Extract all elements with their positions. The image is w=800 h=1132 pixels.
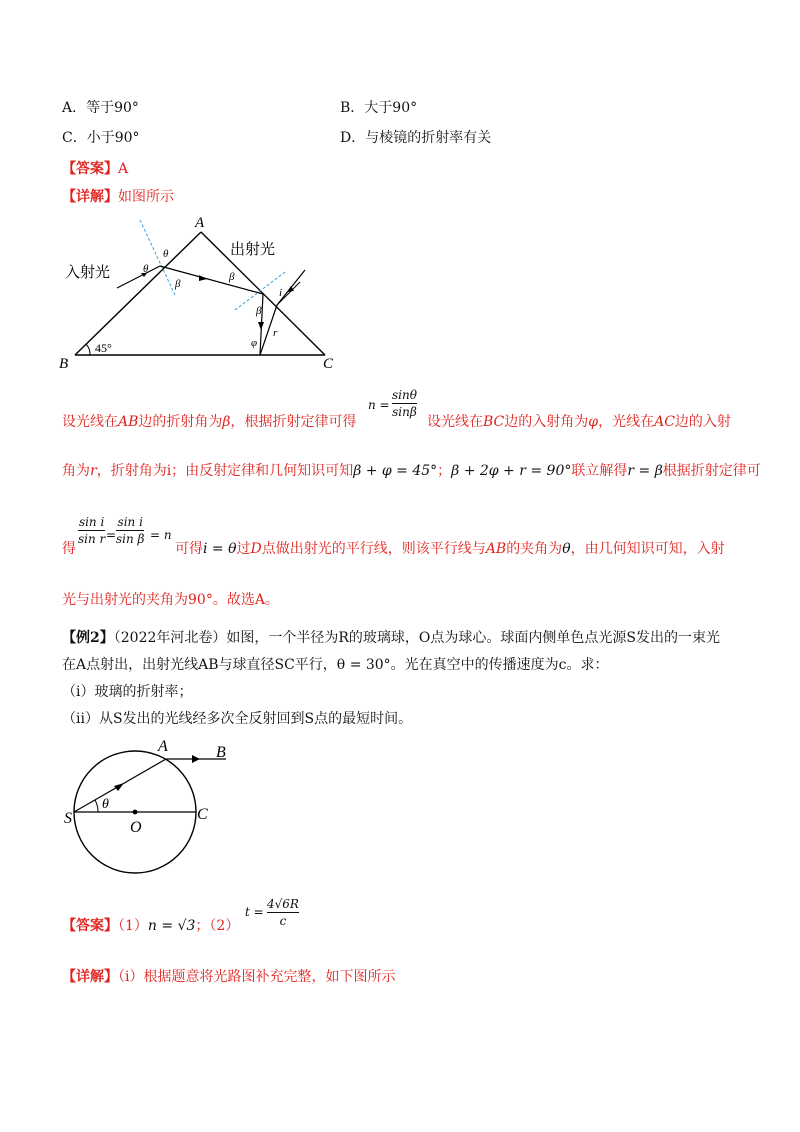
equation: r = β (627, 463, 663, 479)
eq2-frac-1 (78, 515, 105, 546)
text: D (250, 541, 262, 557)
explain-line-1a (62, 413, 357, 431)
label-theta-2: θ (143, 263, 149, 275)
angle-arc-b (86, 344, 90, 355)
detail-line-2 (62, 968, 395, 986)
label-45: 45° (95, 341, 112, 355)
label-a: A (195, 215, 205, 231)
detail-tag: 【详解】 (62, 969, 118, 985)
equation: i = θ (203, 541, 237, 557)
label-b: B (59, 356, 69, 372)
answer-line-1 (62, 160, 128, 178)
text: 设光线在 (427, 414, 483, 430)
equation: θ (562, 541, 571, 557)
center-point (133, 810, 138, 815)
eq2-equals: = (106, 528, 117, 542)
text: 的夹角为 (506, 541, 563, 557)
eq1-lhs: n = (368, 398, 390, 412)
ans2-lhs: t = (245, 905, 264, 919)
eq2-den2: sin β (116, 532, 145, 546)
sub-question-2: （ii）从S发出的光线经多次全反射回到S点的最短时间。 (62, 711, 413, 727)
text: β (222, 414, 231, 430)
text: ，折射角为i；由反射定律和几何知识可知 (96, 463, 354, 479)
option-b: B．大于90° (340, 100, 418, 116)
label-phi: φ (251, 337, 258, 349)
text: 联立解得 (571, 463, 628, 479)
text: AB (485, 541, 507, 557)
fraction-bar (267, 912, 299, 913)
example-tag: 【例2】 (62, 630, 114, 646)
ans2-num: 4√6R (267, 897, 299, 911)
text: 可得 (175, 541, 203, 557)
example-2-stem-2: 在A点射出，出射光线AB与球直径SC平行，θ = 30°。光在真空中的传播速度为c。求： (62, 657, 609, 673)
text: 设光线在 (62, 414, 118, 430)
label-c: C (323, 356, 334, 372)
label-a: A (158, 738, 168, 755)
text: ； (437, 463, 452, 479)
text: 边的入射角为 (504, 414, 589, 430)
text: 根据折射定律可 (662, 463, 761, 479)
explain-line-3-prefix: 得 (62, 541, 76, 557)
label-beta-2: β (229, 271, 235, 283)
explain-line-1b (427, 413, 731, 431)
sphere-figure (58, 735, 258, 885)
label-s: S (64, 810, 72, 827)
explain-line-3 (175, 540, 725, 558)
answer-value: A (118, 161, 129, 177)
label-c: C (197, 806, 208, 823)
ans-part-1: （1） (118, 918, 148, 934)
text: ，光线在 (598, 414, 655, 430)
option-a: A．等于90° (62, 100, 139, 116)
eq1-num: sinθ (392, 388, 417, 402)
eq2-frac-2 (116, 515, 144, 546)
prism-figure (55, 210, 355, 375)
ans-2-formula (245, 897, 299, 928)
label-beta-3: β (256, 305, 262, 317)
label-incident: 入射光 (65, 265, 111, 281)
text: 过 (236, 541, 251, 557)
detail-text: （i）根据题意将光路图补充完整，如下图所示 (118, 969, 396, 985)
explain-line-4: 光与出射光的夹角为90°。故选A。 (62, 592, 279, 608)
label-o: O (130, 819, 142, 836)
text: BC (483, 414, 505, 430)
sub-question-1: （i）玻璃的折射率； (62, 684, 193, 700)
option-c: C．小于90° (62, 130, 140, 146)
label-theta-1: θ (163, 248, 169, 260)
eq2-den1: sin r (78, 532, 106, 546)
text: 边的折射角为 (138, 414, 223, 430)
eq1-den: sinβ (392, 405, 417, 419)
fraction-bar (78, 530, 105, 531)
eq2-rhs: = n (150, 528, 172, 542)
text: φ (588, 414, 599, 430)
equation: β + φ = 45° (353, 463, 438, 479)
text: ，根据折射定律可得 (230, 414, 357, 430)
label-i: i (279, 287, 283, 299)
angle-arc-theta (95, 800, 98, 812)
arrowhead-icon (114, 783, 124, 791)
ans-1: n = √3 (147, 918, 196, 934)
text: r (90, 463, 97, 479)
fraction-bar (392, 403, 417, 404)
arrowhead-icon (258, 322, 264, 330)
normal-ab (140, 220, 175, 295)
explain-line-2 (62, 462, 761, 480)
ans2-den: c (279, 914, 287, 928)
text: ，由几何知识可知，入射 (570, 541, 725, 557)
label-emergent: 出射光 (230, 242, 276, 258)
label-b: B (216, 744, 226, 761)
arrowhead-icon (192, 755, 200, 763)
eq2-num2: sin i (117, 515, 143, 529)
option-d: D．与棱镜的折射率有关 (340, 130, 492, 146)
label-beta-1: β (175, 278, 181, 290)
answer-tag: 【答案】 (62, 918, 118, 934)
label-r: r (273, 327, 278, 339)
incident-ray (117, 266, 160, 288)
fraction-bar (116, 530, 144, 531)
stem-text: （2022年河北卷）如图，一个半径为R的玻璃球，O点为球心。球面内侧单色点光源S发出的一束光 (113, 630, 720, 646)
equation: β + 2φ + r = 90° (451, 463, 572, 479)
text: AB (118, 414, 139, 430)
text: 边的入射 (674, 414, 731, 430)
detail-intro: 如图所示 (118, 189, 174, 205)
answer-tag: 【答案】 (62, 161, 118, 177)
prism-edge-ab (75, 232, 201, 355)
text: 角为 (62, 463, 90, 479)
eq-n-sin (360, 388, 417, 419)
answer-line-2 (62, 917, 239, 935)
text: 点做出射光的平行线，则该平行线与 (261, 541, 486, 557)
ans-separator: ；（2） (195, 918, 240, 934)
detail-tag: 【详解】 (62, 189, 118, 205)
eq2-num1: sin i (78, 515, 105, 529)
example-2-stem-1 (62, 629, 720, 647)
detail-line-1 (62, 188, 174, 206)
label-theta: θ (102, 797, 109, 812)
text: AC (654, 414, 675, 430)
